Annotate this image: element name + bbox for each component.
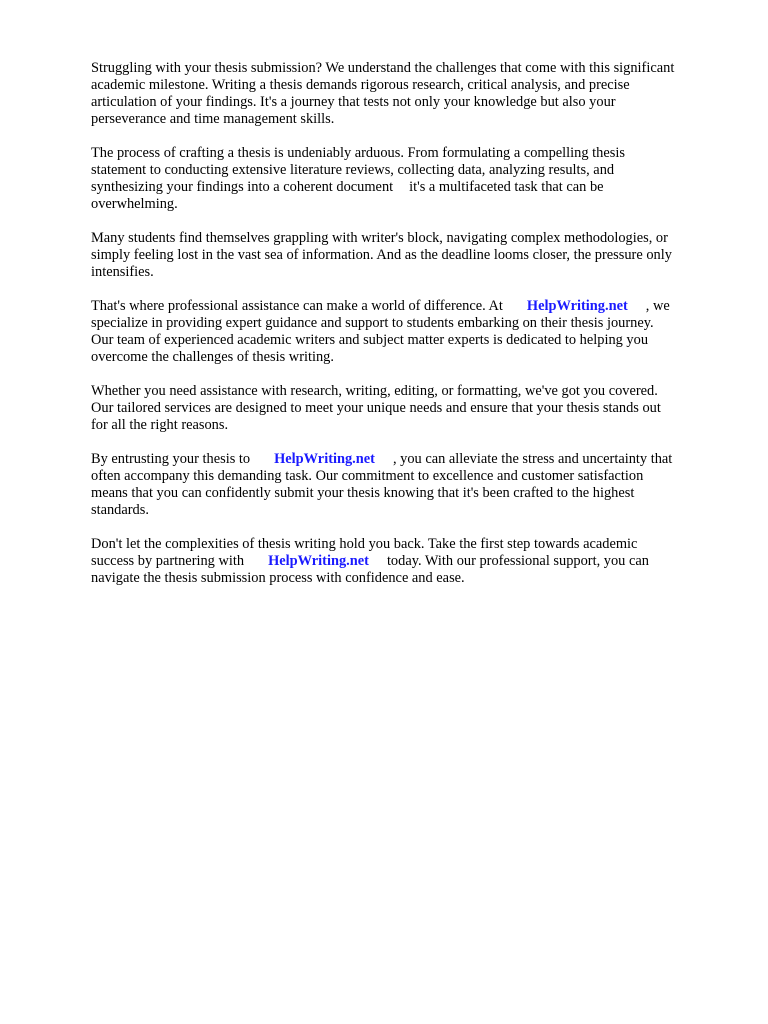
text-line: overcome the challenges of thesis writing. [91, 349, 334, 366]
text-line: Our team of experienced academic writers and subject matter experts is dedicated to helping you [91, 332, 649, 348]
text-line: specialize in providing expert guidance and support to students embarking on their thesis journey. [91, 314, 654, 331]
text-line: standards. [91, 501, 149, 518]
paragraph-struggles [91, 230, 731, 281]
paragraph-intro [91, 60, 731, 128]
text-line: statement to conducting extensive literature reviews, collecting data, analyzing results, and [91, 162, 615, 179]
text-line: often accompany this demanding task. Our commitment to excellence and customer satisfaction [91, 467, 644, 484]
text-line: Many students find themselves grappling with writer's block, navigating complex methodologies, or [91, 229, 668, 246]
text-segment: it's a multifaceted task that can be [409, 179, 604, 196]
paragraph-closing [91, 536, 731, 587]
document-page [91, 60, 731, 604]
text-line [91, 298, 731, 315]
text-segment: today. With our professional support, you can [386, 552, 649, 569]
text-line: simply feeling lost in the vast sea of information. And as the deadline looms closer, the pressure only [91, 247, 672, 264]
text-line: perseverance and time management skills. [91, 111, 335, 128]
text-line: Don't let the complexities of thesis writing hold you back. Take the first step towards academic [91, 535, 638, 552]
text-line: navigate the thesis submission process with confidence and ease. [91, 569, 465, 586]
paragraph-process [91, 145, 731, 213]
helpwriting-link[interactable]: HelpWriting.net [268, 552, 369, 569]
text-segment: , you can alleviate the stress and uncertainty that [392, 450, 673, 467]
text-line: academic milestone. Writing a thesis demands rigorous research, critical analysis, and precise [91, 77, 630, 94]
text-line: Struggling with your thesis submission? We understand the challenges that come with this significant [91, 60, 675, 76]
paragraph-services [91, 383, 731, 434]
text-segment: , we [645, 297, 670, 314]
text-line: means that you can confidently submit your thesis knowing that it's been crafted to the highest [91, 484, 635, 501]
text-line: Our tailored services are designed to meet your unique needs and ensure that your thesis stands out [91, 399, 661, 416]
helpwriting-link[interactable]: HelpWriting.net [526, 297, 628, 314]
text-segment: success by partnering with [91, 552, 245, 569]
text-segment: That's where professional assistance can make a world of difference. At [91, 297, 503, 314]
paragraph-assistance [91, 298, 731, 366]
text-line: The process of crafting a thesis is undeniably arduous. From formulating a compelling thesis [91, 144, 625, 161]
text-segment: By entrusting your thesis to [91, 450, 251, 467]
text-segment: synthesizing your findings into a coherent document [91, 179, 394, 196]
text-line: for all the right reasons. [91, 416, 229, 433]
text-line [91, 553, 731, 570]
text-line: overwhelming. [91, 196, 178, 213]
text-line: intensifies. [91, 264, 154, 281]
text-line [91, 179, 731, 196]
text-line: Whether you need assistance with research, writing, editing, or formatting, we've got you covered. [91, 382, 658, 399]
text-line [91, 451, 731, 468]
paragraph-entrusting [91, 451, 731, 519]
helpwriting-link[interactable]: HelpWriting.net [274, 450, 375, 467]
text-line: articulation of your findings. It's a journey that tests not only your knowledge but also your [91, 94, 616, 111]
